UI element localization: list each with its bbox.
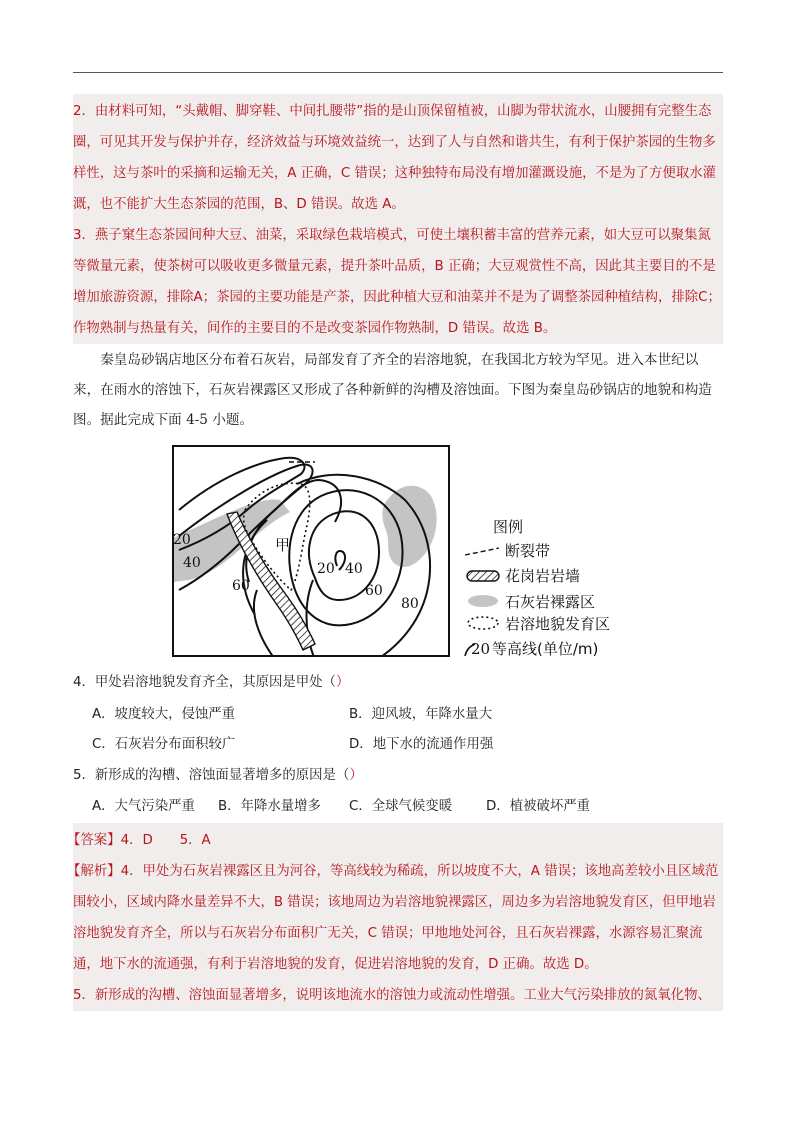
contour-label: 20 (173, 532, 191, 548)
question-4-option-d: D．地下水的流通作用强 (349, 737, 494, 752)
contour-label: 20 (317, 561, 335, 577)
explanation-top (73, 96, 723, 344)
answer-line (67, 825, 723, 856)
analysis-item-4-text: 4．甲处为石灰岩裸露区且为河谷，等高线较为稀疏，所以坡度不大，A 错误；该地高差较小且区域范围较小，区域内降水量差异不大，B 错误；该地周边为岩溶地貌裸露区，周边多为岩溶地貌发育区，但甲地岩溶地貌发育齐全，所以与石灰岩分布面积广无关，C 错误；甲地地处河谷，且石灰岩裸露，水源容易汇聚流通，地下水的流通强，有利于岩溶地貌的发育，促进岩溶地貌的发育，D 正确。故选 D。 (73, 864, 719, 972)
map-legend (465, 518, 610, 658)
question-4-stem (73, 672, 723, 694)
legend-fault-symbol (465, 548, 499, 555)
question-5-option-b: B．年降水量增多 (218, 799, 321, 814)
question-4-option-c: C．石灰岩分布面积较广 (92, 737, 236, 752)
legend-granite-label: 花岗岩岩墙 (505, 567, 581, 585)
question-5-text: 5．新形成的沟槽、溶蚀面显著增多的原因是（ (73, 768, 350, 783)
header-rule (73, 72, 723, 73)
answer-tag: 【答案】 (67, 833, 121, 848)
question-4-text: 4．甲处岩溶地貌发育齐全，其原因是甲处（ (73, 675, 336, 690)
answer-text: 4．D 5．A (120, 833, 211, 848)
contour-label: 40 (345, 561, 363, 577)
legend-karst-symbol (468, 617, 498, 629)
question-4-bracket: ） (335, 675, 350, 690)
legend-contour-label: 等高线(单位/m) (492, 640, 599, 658)
legend-limestone-symbol (468, 595, 498, 607)
legend-granite-symbol (467, 571, 499, 581)
analysis-block (67, 856, 723, 1011)
landform-structure-map (165, 440, 635, 665)
analysis-item-5: 5．新形成的沟槽、溶蚀面显著增多，说明该地流水的溶蚀力或流动性增强。工业大气污染排放的氮氧化物、 (73, 988, 711, 1003)
explanation-item-2: 2．由材料可知，“头戴帽、脚穿鞋、中间扎腰带”指的是山顶保留植被，山脚为带状流水，山腰拥有完整生态圈，可见其开发与保护并存，经济效益与环境效益统一，达到了人与自然和谐共生，有利于保护茶园的生物多样性，这与茶叶的采摘和运输无关，A 正确，C 错误；这种独特布局没有增加灌溉设施，不是为了方便取水灌溉，也不能扩大生态茶园的范围，B、D 错误。故选 A。 (73, 104, 716, 212)
legend-contour-value: 20 (471, 640, 491, 658)
legend-fault-label: 断裂带 (505, 542, 551, 560)
legend-karst-label: 岩溶地貌发育区 (505, 615, 611, 633)
analysis-item-4 (67, 856, 723, 980)
contour-label: 40 (183, 555, 201, 571)
contour-label: 80 (401, 596, 419, 612)
location-jia-label: 甲 (275, 536, 291, 554)
material-paragraph: 秦皇岛砂锅店地区分布着石灰岩，局部发育了齐全的岩溶地貌，在我国北方较为罕见。进入本世纪以来，在雨水的溶蚀下，石灰岩裸露区又形成了各种新鲜的沟槽及溶蚀面。下图为秦皇岛砂锅店的地貌和构造图。据此完成下面 4-5 小题。 (73, 352, 712, 428)
question-5-option-a: A．大气污染严重 (92, 799, 195, 814)
explanation-item-3: 3．燕子窠生态茶园间种大豆、油菜，采取绿色栽培模式，可使土壤积蓄丰富的营养元素，如大豆可以聚集氮等微量元素，使茶树可以吸收更多微量元素，提升茶叶品质，B 正确；大豆观赏性不高，因此其主要目的不是增加旅游资源，排除A；茶园的主要功能是产茶，因此种植大豆和油菜并不是为了调整茶园种植结构，排除C；作物熟制与热量有关，间作的主要目的不是改变茶园作物熟制，D 错误。故选 B。 (73, 228, 721, 336)
question-5-stem (73, 765, 723, 787)
analysis-tag: 【解析】 (67, 864, 121, 879)
question-5-option-c: C．全球气候变暖 (349, 799, 453, 814)
contour-label: 60 (365, 583, 383, 599)
contour-label: 60 (232, 578, 250, 594)
legend-title: 图例 (493, 518, 524, 536)
question-5-option-d: D．植被破坏严重 (486, 799, 591, 814)
question-5-bracket: ） (349, 768, 363, 783)
legend-limestone-label: 石灰岩裸露区 (505, 593, 596, 611)
question-4-option-b: B．迎风坡，年降水量大 (349, 707, 493, 722)
contour-line (335, 551, 345, 570)
question-4-option-a: A．坡度较大，侵蚀严重 (92, 707, 236, 722)
